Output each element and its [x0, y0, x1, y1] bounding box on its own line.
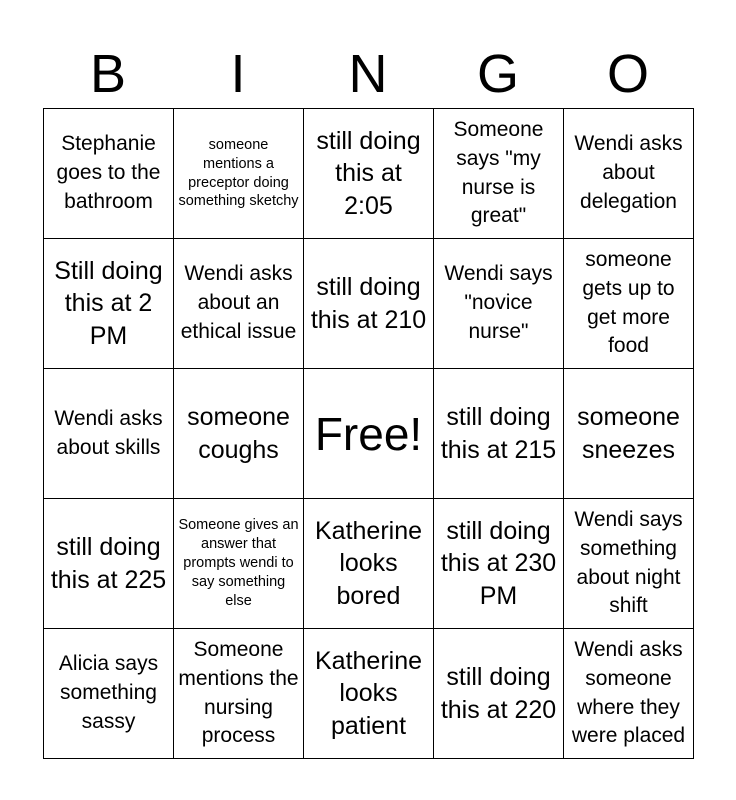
board-row — [44, 369, 694, 499]
header-letter-o: O — [606, 44, 649, 104]
header-letter-b: B — [89, 44, 127, 104]
header-letter-n: N — [348, 44, 388, 104]
board-row — [44, 109, 694, 239]
bingo-header — [43, 40, 693, 108]
bingo-cell[interactable]: Wendi asks about skills — [44, 369, 174, 499]
free-space-cell[interactable]: Free! — [304, 369, 434, 499]
bingo-board — [43, 108, 694, 759]
bingo-cell[interactable]: Still doing this at 2 PM — [44, 239, 174, 369]
header-letter-g: G — [476, 44, 519, 104]
bingo-cell[interactable]: Katherine looks patient — [304, 629, 434, 759]
bingo-cell[interactable]: someone gets up to get more food — [564, 239, 694, 369]
bingo-cell[interactable]: still doing this at 225 — [44, 499, 174, 629]
bingo-cell[interactable]: someone mentions a preceptor doing something sketchy — [174, 109, 304, 239]
header-letter-i: I — [230, 44, 246, 104]
bingo-cell[interactable]: Alicia says something sassy — [44, 629, 174, 759]
bingo-cell[interactable]: Stephanie goes to the bathroom — [44, 109, 174, 239]
bingo-cell[interactable]: Wendi says "novice nurse" — [434, 239, 564, 369]
bingo-cell[interactable]: Wendi asks someone where they were placed — [564, 629, 694, 759]
bingo-cell[interactable]: still doing this at 215 — [434, 369, 564, 499]
bingo-cell[interactable]: Someone gives an answer that prompts wendi to say something else — [174, 499, 304, 629]
board-row — [44, 629, 694, 759]
bingo-cell[interactable]: Wendi says something about night shift — [564, 499, 694, 629]
bingo-cell[interactable]: Katherine looks bored — [304, 499, 434, 629]
bingo-cell[interactable]: Wendi asks about an ethical issue — [174, 239, 304, 369]
bingo-cell[interactable]: still doing this at 210 — [304, 239, 434, 369]
bingo-cell[interactable]: still doing this at 220 — [434, 629, 564, 759]
board-row — [44, 239, 694, 369]
bingo-cell[interactable]: someone coughs — [174, 369, 304, 499]
bingo-cell[interactable]: Someone says "my nurse is great" — [434, 109, 564, 239]
board-row — [44, 499, 694, 629]
bingo-cell[interactable]: Someone mentions the nursing process — [174, 629, 304, 759]
bingo-cell[interactable]: someone sneezes — [564, 369, 694, 499]
bingo-cell[interactable]: Wendi asks about delegation — [564, 109, 694, 239]
bingo-cell[interactable]: still doing this at 2:05 — [304, 109, 434, 239]
bingo-cell[interactable]: still doing this at 230 PM — [434, 499, 564, 629]
